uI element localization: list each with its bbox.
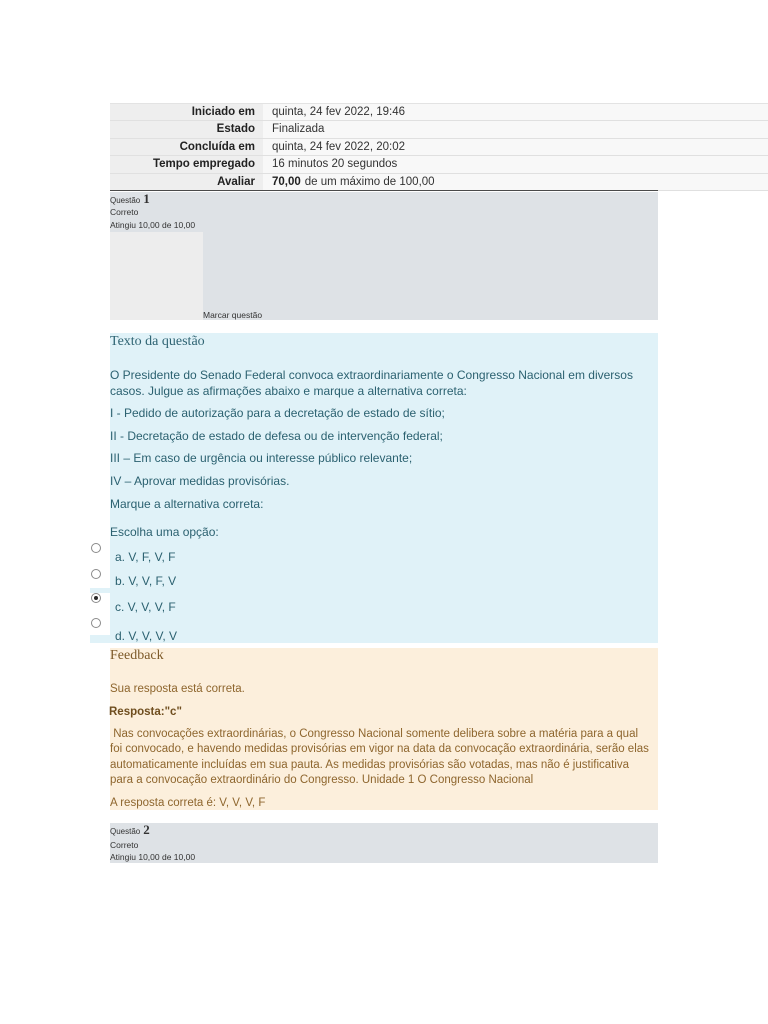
question-prompt: O Presidente do Senado Federal convoca extraordinariamente o Congresso Nacional em diversos casos. Julgue as afirmações abaixo e marque a alternativa correta:: [110, 368, 633, 398]
feedback-block: [110, 648, 658, 810]
question-grade: Atingiu 10,00 de 10,00: [110, 220, 196, 230]
summary-value: Finalizada: [263, 121, 768, 137]
radio-option-d[interactable]: [91, 618, 101, 628]
answer-option-label[interactable]: d. V, V, V, V: [115, 629, 178, 643]
attempt-summary-table: [110, 103, 768, 191]
summary-row-grade: [110, 174, 768, 191]
statement-item: I - Pedido de autorização para a decretação de estado de sítio;: [110, 406, 445, 420]
answer-option-label[interactable]: a. V, F, V, F: [115, 550, 176, 564]
choose-option-label: Escolha uma opção:: [110, 525, 219, 539]
summary-value: 16 minutos 20 segundos: [263, 156, 768, 172]
question-number-value: 2: [143, 822, 150, 837]
question-grade: Atingiu 10,00 de 10,00: [110, 852, 196, 862]
summary-row-completed: [110, 139, 768, 156]
summary-value: quinta, 24 fev 2022, 19:46: [263, 104, 768, 120]
answer-option-c[interactable]: [115, 599, 176, 615]
answer-row-background: [90, 635, 110, 643]
question-2-info: [110, 823, 658, 863]
radio-option-b[interactable]: [91, 569, 101, 579]
feedback-heading: Feedback: [110, 648, 164, 663]
summary-value-grade: [263, 174, 768, 190]
feedback-status: Sua resposta está correta.: [110, 683, 245, 695]
answer-option-a[interactable]: [115, 549, 175, 565]
question-number-prefix: Questão: [110, 827, 141, 836]
answer-option-label[interactable]: b. V, V, F, V: [115, 574, 177, 588]
summary-label: Iniciado em: [110, 104, 263, 120]
summary-label: Tempo empregado: [110, 156, 263, 172]
summary-label: Estado: [110, 121, 263, 137]
question-state: Correto: [110, 840, 139, 850]
feedback-answer-label: Resposta:"c": [109, 706, 182, 718]
question-1-info: [110, 192, 658, 320]
summary-label: Concluída em: [110, 139, 263, 155]
grade-value: 70,00: [272, 175, 301, 188]
statement-item: III – Em caso de urgência ou interesse público relevante;: [110, 451, 413, 465]
summary-row-state: [110, 121, 768, 138]
summary-divider: [110, 190, 658, 191]
feedback-correct-answer: A resposta correta é: V, V, V, F: [110, 797, 266, 809]
statement-item: IV – Aprovar medidas provisórias.: [110, 474, 290, 488]
question-number-prefix: Questão: [110, 196, 141, 205]
statement-item: II - Decretação de estado de defesa ou de intervenção federal;: [110, 429, 443, 443]
answer-option-d[interactable]: [115, 628, 177, 644]
flag-question-link[interactable]: Marcar questão: [203, 310, 263, 320]
answer-row-background: [90, 588, 110, 593]
answer-option-label[interactable]: c. V, V, V, F: [115, 600, 176, 614]
question-text-block: [110, 333, 658, 643]
question-number: [110, 192, 150, 208]
question-instruction: Marque a alternativa correta:: [110, 497, 264, 511]
radio-option-c[interactable]: [91, 593, 101, 603]
answer-option-b[interactable]: [115, 573, 176, 589]
radio-option-a[interactable]: [91, 543, 101, 553]
question-text-heading: Texto da questão: [110, 334, 205, 349]
grade-maximum: de um máximo de 100,00: [304, 175, 435, 188]
question-info-column: [110, 232, 203, 320]
question-number: [110, 823, 150, 839]
summary-value: quinta, 24 fev 2022, 20:02: [263, 139, 768, 155]
question-number-value: 1: [143, 191, 150, 206]
feedback-explanation: Nas convocações extraordinárias, o Congresso Nacional somente delibera sobre a matéria para a qual foi convocado, e havendo medidas provisórias em vigor na data da convocação extraordinária, serão elas automaticamente incluídas em sua pauta. As medidas provisórias são votadas, mas não é justificativa para a convocação extraordinário do Congresso. Unidade 1 O Congresso Nacional: [110, 728, 653, 786]
question-state: Correto: [110, 207, 139, 217]
summary-row-time-taken: [110, 156, 768, 173]
summary-label: Avaliar: [110, 174, 263, 190]
summary-row-started: [110, 104, 768, 121]
